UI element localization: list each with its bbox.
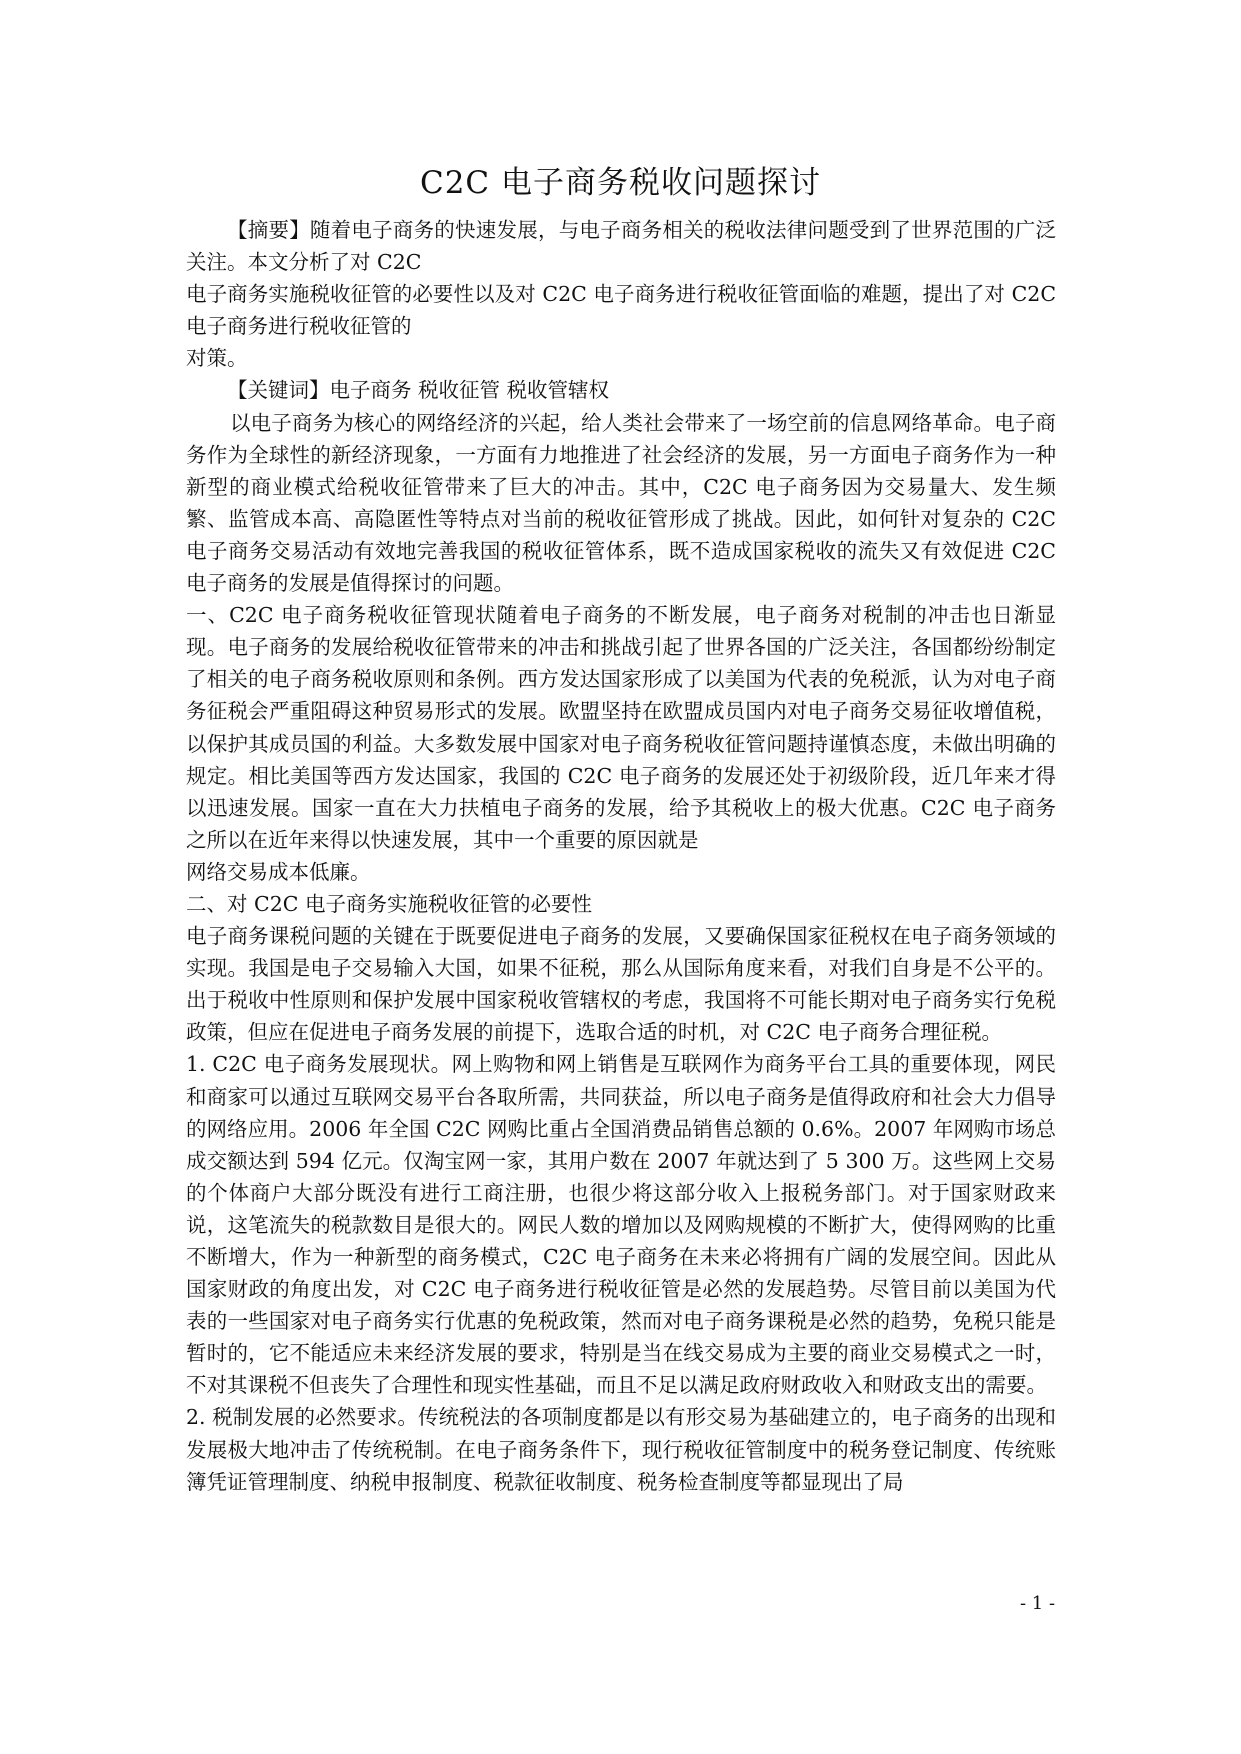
keywords-paragraph: 【关键词】电子商务 税收征管 税收管辖权 [227,378,610,403]
intro-paragraph: 以电子商务为核心的网络经济的兴起，给人类社会带来了一场空前的信息网络革命。电子商务作为全球性的新经济现象，一方面有力地推进了社会经济的发展，另一方面电子商务作为一种新型的商业模式给税收征管带来了巨大的冲击。其中，C2C 电子商务因为交易量大、发生频繁、监管成本高、高隐匿性等特点对当前的税收征管形成了挑战。因此，如何针对复杂的 C2C 电子商务交易活动有效地完善我国的税收征管体系，既不造成国家税收的流失又有效促进 C2C 电子商务的发展是值得探讨的问题。 [186,410,1056,596]
point2-paragraph: 2. 税制发展的必然要求。传统税法的各项制度都是以有形交易为基础建立的，电子商务的出现和发展极大地冲击了传统税制。在电子商务条件下，现行税收征管制度中的税务登记制度、传统账簿凭证管理制度、纳税申报制度、税款征收制度、税务检查制度等都显现出了局 [186,1405,1056,1494]
abstract-paragraph [186,214,1056,278]
document-title: C2C 电子商务税收问题探讨 [419,165,821,201]
section2-heading: 二、对 C2C 电子商务实施税收征管的必要性 [186,891,592,916]
page-number: - 1 - [1020,1593,1056,1614]
section2-paragraph: 电子商务课税问题的关键在于既要促进电子商务的发展，又要确保国家征税权在电子商务领域的实现。我国是电子交易输入大国，如果不征税，那么从国际角度来看，对我们自身是不公平的。出于税收中性原则和保护发展中国家税收管辖权的考虑，我国将不可能长期对电子商务实行免税政策，但应在促进电子商务发展的前提下，选取合适的时机，对 C2C 电子商务合理征税。 [186,924,1056,1045]
point1-paragraph: 1. C2C 电子商务发展现状。网上购物和网上销售是互联网作为商务平台工具的重要体现，网民和商家可以通过互联网交易平台各取所需，共同获益，所以电子商务是值得政府和社会大力倡导的网络应用。2006 年全国 C2C 网购比重占全国消费品销售总额的 0.6%。2007 年网购市场总成交额达到 594 亿元。仅淘宝网一家，其用户数在 2007 年就达到了 5 300 万。这些网上交易的个体商户大部分既没有进行工商注册，也很少将这部分收入上报税务部门。对于国家财政来说，这笔流失的税款数目是很大的。网民人数的增加以及网购规模的不断扩大，使得网购的比重不断增大，作为一种新型的商务模式，C2C 电子商务在未来必将拥有广阔的发展空间。因此从国家财政的角度出发，对 C2C 电子商务进行税收征管是必然的发展趋势。尽管目前以美国为代表的一些国家对电子商务实行优惠的免税政策，然而对电子商务课税是必然的趋势，免税只能是暂时的，它不能适应未来经济发展的要求，特别是当在线交易成为主要的商业交易模式之一时，不对其课税不但丧失了合理性和现实性基础，而且不足以满足政府财政收入和财政支出的需要。 [186,1052,1056,1398]
document-body [186,214,1056,1498]
abstract-line-2: 电子商务实施税收征管的必要性以及对 C2C 电子商务进行税收征管面临的难题，提出了对 C2C 电子商务进行税收征管的 [186,282,1056,339]
abstract-end [186,342,1056,374]
section1-tail: 网络交易成本低廉。 [186,859,371,884]
abstract-line-3: 对策。 [186,346,248,371]
section1-paragraph: 一、C2C 电子商务税收征管现状随着电子商务的不断发展，电子商务对税制的冲击也日渐显现。电子商务的发展给税收征管带来的冲击和挑战引起了世界各国的广泛关注，各国都纷纷制定了相关的电子商务税收原则和条例。西方发达国家形成了以美国为代表的免税派，认为对电子商务征税会严重阻碍这种贸易形式的发展。欧盟坚持在欧盟成员国内对电子商务交易征收增值税，以保护其成员国的利益。大多数发展中国家对电子商务税收征管问题持谨慎态度，未做出明确的规定。相比美国等西方发达国家，我国的 C2C 电子商务的发展还处于初级阶段，近几年来才得以迅速发展。国家一直在大力扶植电子商务的发展，给予其税收上的极大优惠。C2C 电子商务之所以在近年来得以快速发展，其中一个重要的原因就是 [186,603,1056,852]
abstract-line-1: 【摘要】随着电子商务的快速发展，与电子商务相关的税收法律问题受到了世界范围的广泛关注。本文分析了对 C2C [186,218,1056,275]
abstract-continuation [186,278,1056,342]
